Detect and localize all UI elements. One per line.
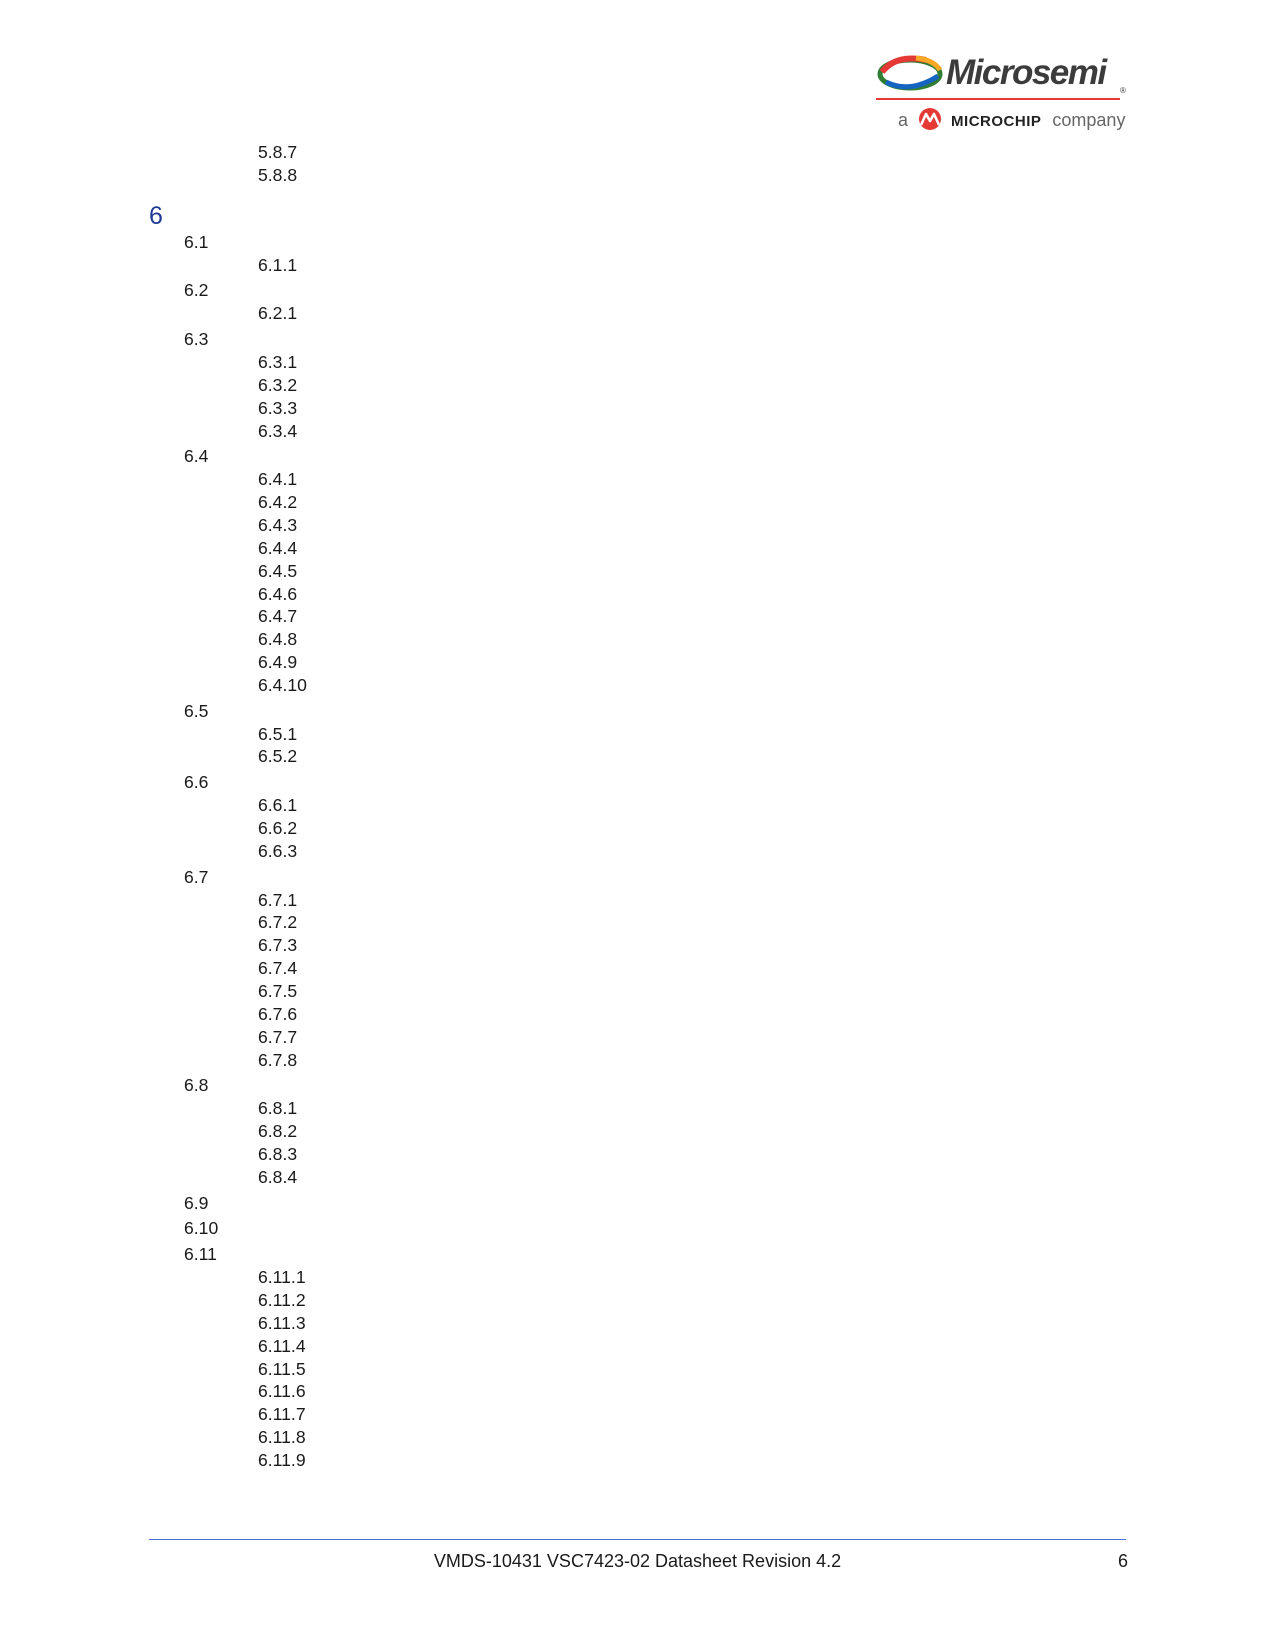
trademark: ®: [1120, 86, 1126, 95]
toc-number: 6.7.6: [258, 1003, 298, 1024]
toc-number: 6.1: [184, 231, 209, 252]
tagline-brand: MICROCHIP: [951, 113, 1042, 130]
toc-number: 6.7.8: [258, 1049, 298, 1070]
toc-number: 6.8.1: [258, 1098, 298, 1119]
toc-number: 6.4.10: [258, 674, 307, 695]
footer-page-number: 6: [1117, 1551, 1128, 1571]
toc-number: 6.11.2: [258, 1289, 306, 1310]
toc-number: 6.7: [184, 866, 209, 887]
tagline-company: company: [1052, 110, 1126, 130]
toc-number: 6.8: [184, 1075, 209, 1096]
toc-number: 6.4.3: [258, 514, 298, 535]
toc-number: 6.4.8: [258, 629, 298, 650]
tagline-a: a: [898, 110, 909, 130]
microsemi-logo: [876, 50, 1126, 140]
toc-number: 6.5.1: [258, 723, 298, 744]
toc-number: 6.1.1: [258, 254, 298, 275]
toc-number: 6.7.7: [258, 1026, 298, 1047]
toc-number: 6.6.3: [258, 840, 298, 861]
microsemi-swoosh-icon: [876, 52, 946, 96]
footer-document-id: VMDS-10431 VSC7423-02 Datasheet Revision 4.2: [433, 1551, 842, 1571]
toc-number: 6.6: [184, 772, 209, 793]
toc-number: 6.5.2: [258, 746, 298, 767]
toc-number: 6.4.7: [258, 606, 298, 627]
toc-number: 6.9: [184, 1192, 209, 1213]
toc-number: 6.11.1: [258, 1267, 306, 1288]
footer-rule: [149, 1539, 1126, 1540]
toc-number: 6.4.6: [258, 583, 298, 604]
toc-number: 6.3.3: [258, 397, 298, 418]
toc-number: 6.6.1: [258, 795, 298, 816]
toc-number: 5.8.8: [258, 164, 298, 185]
brand-rule: [876, 98, 1120, 100]
toc-number: 6.11.6: [258, 1381, 306, 1402]
brand-tagline: [898, 108, 1125, 131]
toc-number: 6.11.7: [258, 1404, 306, 1425]
toc-number: 6: [149, 201, 163, 230]
toc-number: 6.11.3: [258, 1312, 306, 1333]
toc-number: 6.3.1: [258, 352, 298, 372]
toc-number: 6.2.1: [258, 303, 298, 324]
toc-number: 6.7.5: [258, 980, 298, 1001]
toc-number: 6.11.5: [258, 1358, 306, 1379]
toc-number: 6.3.4: [258, 420, 298, 441]
toc-number: 6.5: [184, 700, 209, 721]
toc-number: 6.4.1: [258, 469, 298, 490]
toc-number: 5.8.7: [258, 142, 298, 162]
toc-number: 6.7.2: [258, 912, 298, 933]
toc-number: 6.11: [184, 1244, 217, 1265]
toc-number: 6.7.1: [258, 889, 298, 910]
toc-number: 6.10: [184, 1218, 219, 1239]
toc-number: 6.3: [184, 329, 209, 350]
toc-number: 6.8.3: [258, 1143, 298, 1164]
toc-number: 6.7.4: [258, 958, 298, 979]
toc-number: 6.4.4: [258, 537, 298, 558]
toc-number: 6.4.2: [258, 492, 298, 513]
microchip-icon: [917, 108, 943, 130]
toc-number: 6.8.2: [258, 1121, 298, 1141]
brand-name: Microsemi: [946, 53, 1106, 92]
toc-number: 6.11.9: [258, 1449, 306, 1470]
toc-number: 6.6.2: [258, 818, 298, 838]
toc-number: 6.3.2: [258, 374, 298, 395]
toc-number: 6.11.4: [258, 1335, 306, 1356]
toc-number: 6.7.3: [258, 935, 298, 956]
toc-number: 6.2: [184, 280, 209, 301]
toc-number: 6.4: [184, 446, 209, 467]
toc-number: 6.11.8: [258, 1427, 306, 1447]
toc-number: 6.4.5: [258, 560, 298, 581]
toc-number: 6.8.4: [258, 1166, 298, 1187]
toc-number: 6.4.9: [258, 652, 298, 672]
